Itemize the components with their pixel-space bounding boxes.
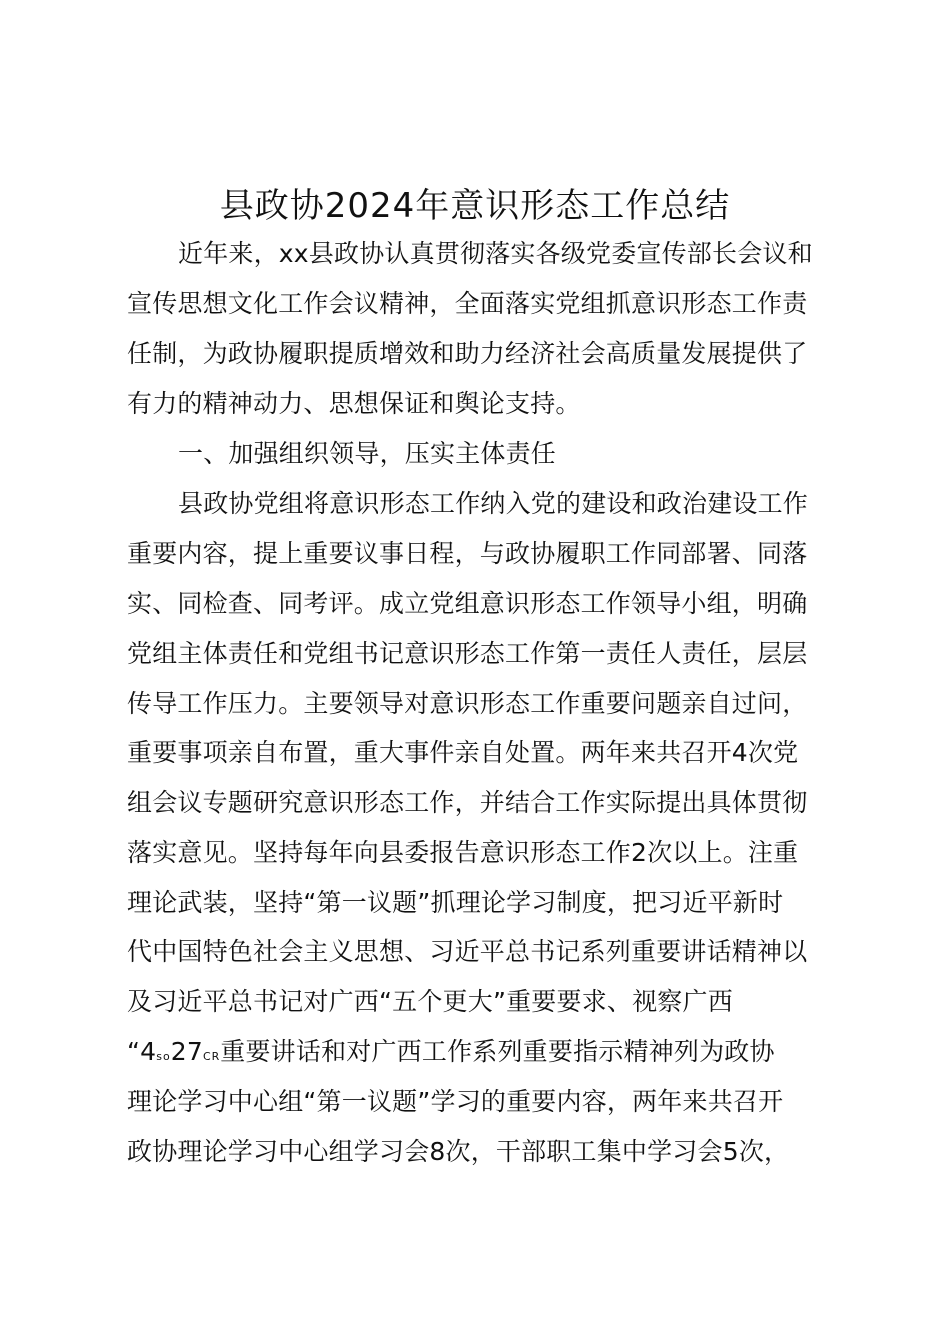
paragraph-line: 党组主体责任和党组书记意识形态工作第一责任人责任，层层 [127, 639, 808, 668]
line-text: “4 [127, 1037, 157, 1066]
paragraph-line: 政协理论学习中心组学习会8次，干部职工集中学习会5次， [127, 1137, 790, 1166]
paragraph-line: 代中国特色社会主义思想、习近平总书记系列重要讲话精神以 [127, 937, 808, 966]
paragraph-line-mixed [127, 1034, 775, 1075]
paragraph-line: 宣传思想文化工作会议精神，全面落实党组抓意识形态工作责 [127, 289, 808, 318]
paragraph-line: 落实意见。坚持每年向县委报告意识形态工作2次以上。注重 [127, 838, 799, 867]
paragraph-line: 近年来，xx县政协认真贯彻落实各级党委宣传部长会议和 [178, 239, 813, 268]
paragraph-line: 县政协党组将意识形态工作纳入党的建设和政治建设工作 [178, 489, 809, 518]
paragraph-line: 传导工作压力。主要领导对意识形态工作重要问题亲自过问， [127, 689, 808, 718]
paragraph-line: 及习近平总书记对广西“五个更大”重要要求、视察广西 [127, 987, 733, 1016]
line-text: 27 [170, 1037, 203, 1066]
document-title: 县政协2024年意识形态工作总结 [219, 186, 731, 226]
section-heading: 一、加强组织领导，压实主体责任 [178, 439, 557, 468]
paragraph-line: 有力的精神动力、思想保证和舆论支持。 [127, 389, 581, 418]
paragraph-line: 组会议专题研究意识形态工作，并结合工作实际提出具体贯彻 [127, 788, 808, 817]
paragraph-line: 重要内容，提上重要议事日程，与政协履职工作同部署、同落 [127, 539, 808, 568]
paragraph-line: 实、同检查、同考评。成立党组意识形态工作领导小组，明确 [127, 589, 808, 618]
line-text: 重要讲话和对广西工作系列重要指示精神列为政协 [220, 1037, 775, 1066]
paragraph-line: 理论学习中心组“第一议题”学习的重要内容，两年来共召开 [127, 1087, 784, 1116]
paragraph-line: 理论武装，坚持“第一议题”抓理论学习制度，把习近平新时 [127, 888, 784, 917]
paragraph-line: 重要事项亲自布置，重大事件亲自处置。两年来共召开4次党 [127, 738, 799, 767]
line-text-small: CR [202, 1050, 221, 1063]
paragraph-line: 任制，为政协履职提质增效和助力经济社会高质量发展提供了 [127, 339, 808, 368]
line-text-small: so [156, 1050, 171, 1063]
